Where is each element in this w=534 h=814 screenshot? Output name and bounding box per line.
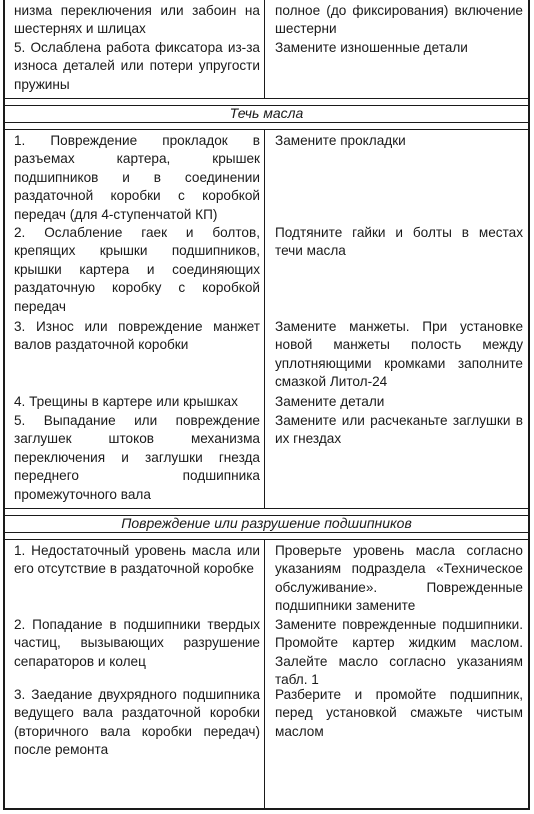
- cause-cell: низма переключения или забоин на шестернях и шлицах: [14, 3, 260, 37]
- cause-cell: 5. Выпадание или повреждение заглушек штоков механизма переключения и заглушки гнезда переднего подшипника промежуточного вала: [14, 413, 260, 502]
- remedy-cell: Замените манжеты. При установке новой манжеты полость между уплотняющими кромками заполните смазкой Литол-24: [275, 319, 523, 390]
- cause-cell: 1. Недостаточный уровень масла или его отсутствие в раздаточной коробке: [14, 543, 260, 577]
- remedy-cell: Проверьте уровень масла согласно указаниям подраздела «Техническое обслуживание». Поврежденные подшипники замените: [275, 543, 523, 614]
- remedy-cell: Замените прокладки: [275, 133, 406, 148]
- remedy-cell: Разберите и промойте подшипник, перед установкой смажьте чистым маслом: [275, 687, 523, 739]
- cause-cell: 3. Заедание двухрядного подшипника ведущего вала раздаточной коробки (вторичного вала коробки передач) после ремонта: [14, 687, 260, 758]
- column-divider: [264, 128, 265, 512]
- remedy-cell: Замените изношенные детали: [275, 40, 468, 55]
- remedy-cell: Подтяните гайки и болты в местах течи масла: [275, 225, 523, 259]
- cause-cell: 1. Повреждение прокладок в разъемах картера, крышек подшипников и в соединении раздаточной коробки с коробкой передач (для 4-ступенчатой КП): [14, 133, 260, 222]
- section-divider: [5, 532, 528, 540]
- cause-cell: 2. Ослабление гаек и болтов, крепящих крышки подшипников, крышки картера и соединяющих раздаточную коробку с коробкой передач: [14, 225, 260, 314]
- column-divider: [264, 538, 265, 810]
- cause-cell: 4. Трещины в картере или крышках: [14, 394, 238, 409]
- column-divider: [264, 0, 265, 100]
- remedy-cell: Замените или расчеканьте заглушки в их гнездах: [275, 413, 523, 447]
- cause-cell: 2. Попадание в подшипники твердых частиц, вызывающих разрушение сепараторов и колец: [14, 617, 260, 669]
- section-divider: [5, 122, 528, 130]
- section-title-bearings: Повреждение или разрушение подшипников: [121, 515, 412, 531]
- remedy-cell: Замените детали: [275, 394, 385, 409]
- troubleshooting-table: [3, 0, 530, 810]
- cause-cell: 5. Ослаблена работа фиксатора из-за износа деталей или потери упругости пружины: [14, 40, 260, 92]
- cause-cell: 3. Износ или повреждение манжет валов раздаточной коробки: [14, 319, 260, 353]
- remedy-cell: Замените поврежденные подшипники. Промойте картер жидким маслом. Залейте масло согласно указаниям табл. 1: [275, 617, 523, 688]
- remedy-cell: полное (до фиксирования) включение шестерни: [275, 3, 523, 37]
- section-title-oil-leak: Течь масла: [229, 105, 304, 121]
